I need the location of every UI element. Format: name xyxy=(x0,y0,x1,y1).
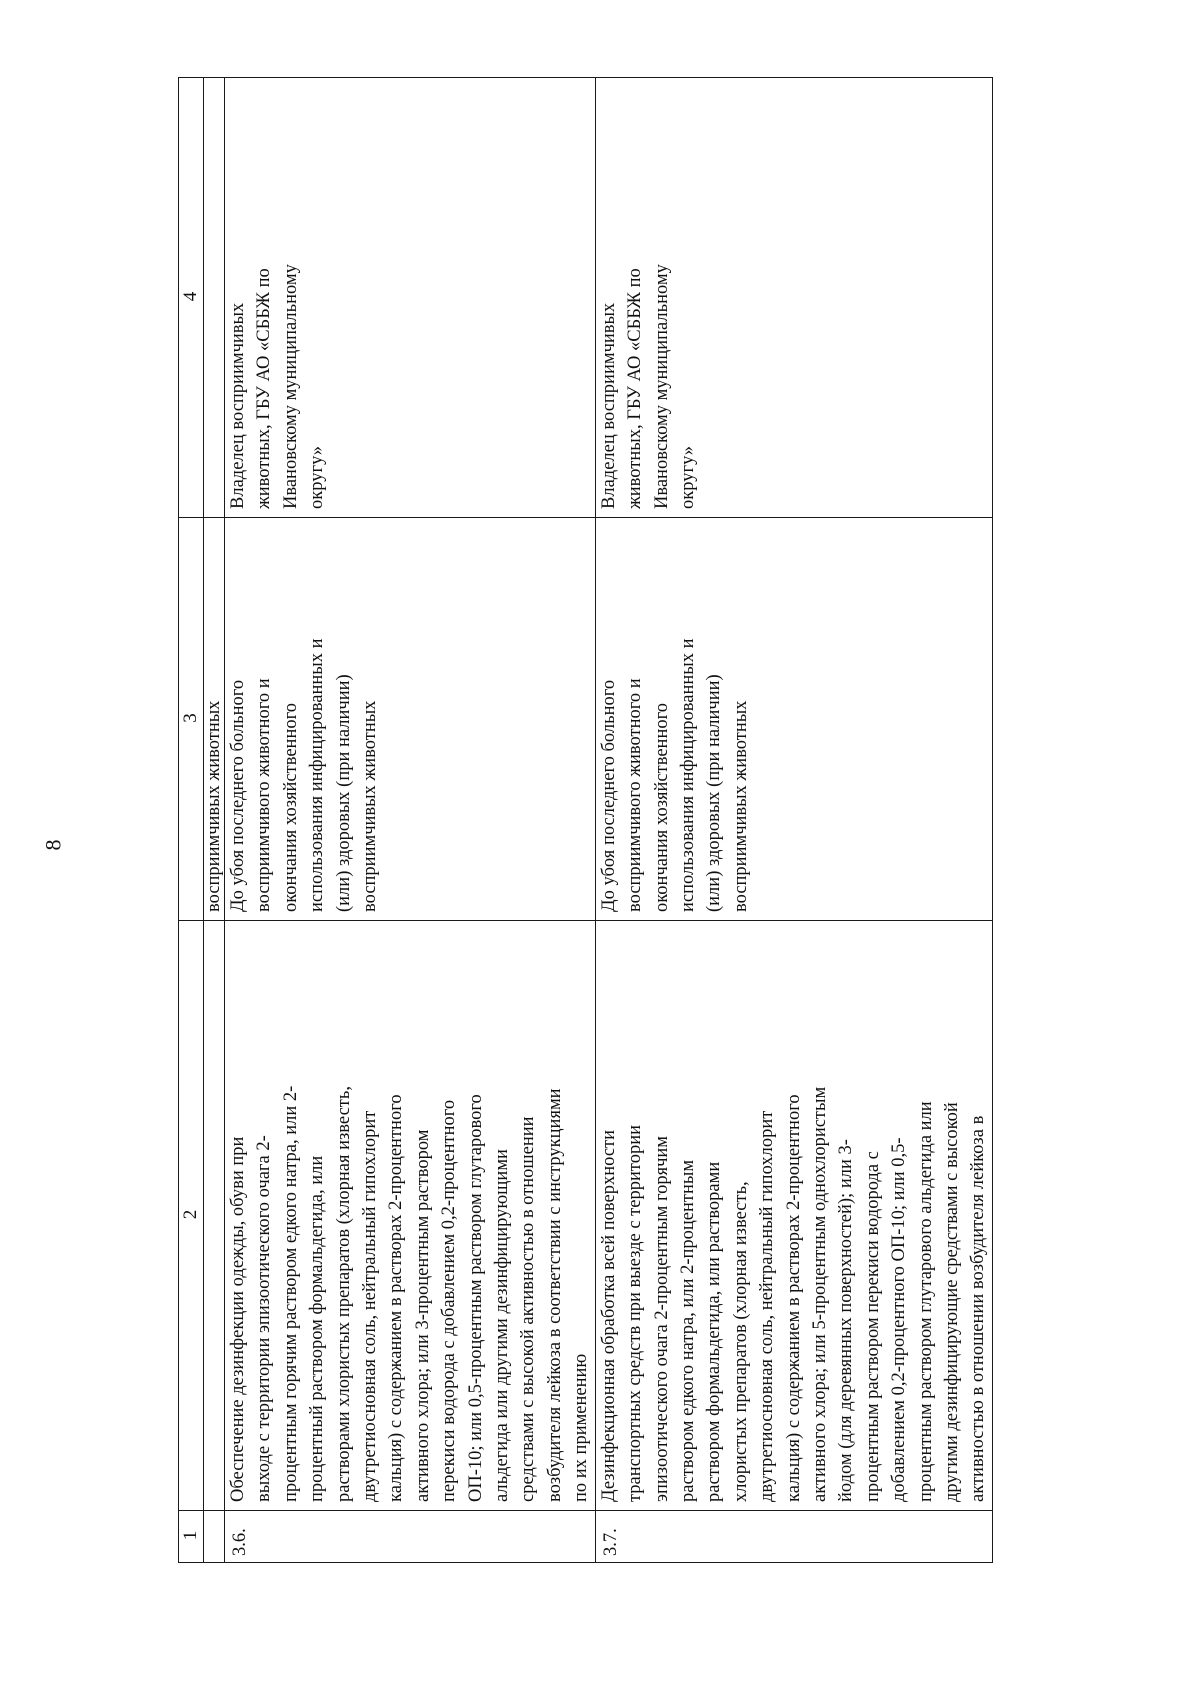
row-deadline: До убоя последнего больного восприимчивого животного и окончания хозяйственного использования инфицированных и (или) здоровых (при наличии) восприимчивых животных xyxy=(595,518,992,921)
continuation-cell-1 xyxy=(204,1511,225,1563)
rotated-landscape-page xyxy=(178,78,1088,1563)
row-number: 3.6. xyxy=(225,1511,596,1563)
row-action: Дезинфекционная обработка всей поверхности транспортных средств при выезде с территории эпизоотического очага 2-процентным горячим раствором едкого натра, или 2-процентным раствором формальдегида, или растворами хлористых препаратов (хлорная известь, двутретиосновная соль, нейтральный гипохлорит кальция) с содержанием в растворах 2-процентного активного хлора; или 5-процентным однохлористым йодом (для деревянных поверхностей); или 3- процентным раствором перекиси водорода с добавлением 0,2-процентного ОП-10; или 0,5- процентным раствором глутарового альдегида или другими дезинфицирующие средствами с высокой активностью в отношении возбудителя лейкоза в xyxy=(595,921,992,1511)
page-number: 8 xyxy=(40,839,66,851)
table-row xyxy=(225,78,596,1563)
continuation-cell-4 xyxy=(204,78,225,518)
column-number-2: 2 xyxy=(179,921,204,1511)
measures-table xyxy=(178,77,993,1563)
row-responsible: Владелец восприимчивых животных, ГБУ АО «СББЖ по Ивановскому муниципальному округу» xyxy=(595,78,992,518)
row-deadline: До убоя последнего больного восприимчивого животного и окончания хозяйственного использования инфицированных и (или) здоровых (при наличии) восприимчивых животных xyxy=(225,518,596,921)
column-number-3: 3 xyxy=(179,518,204,921)
row-responsible: Владелец восприимчивых животных, ГБУ АО «СББЖ по Ивановскому муниципальному округу» xyxy=(225,78,596,518)
table-row xyxy=(595,78,992,1563)
column-number-1: 1 xyxy=(179,1511,204,1563)
continuation-row xyxy=(204,78,225,1563)
column-number-row xyxy=(179,78,204,1563)
row-action: Обеспечение дезинфекции одежды, обуви при выходе с территории эпизоотического очага 2- процентным горячим раствором едкого натра, или 2- процентный раствором формальдегида, или растворами хлористых препаратов (хлорная известь, двутретиосновная соль, нейтральный гипохлорит кальция) с содержанием в растворах 2-процентного активного хлора; или 3-процентным раствором перекиси водорода с добавлением 0,2-процентного ОП-10; или 0,5-процентным раствором глутарового альдегида или другими дезинфицирующими средствами с высокой активностью в отношении возбудителя лейкоза в соответствии с инструкциями по их применению xyxy=(225,921,596,1511)
continuation-cell-2 xyxy=(204,921,225,1511)
column-number-4: 4 xyxy=(179,78,204,518)
continuation-subheading: восприимчивых животных xyxy=(204,518,225,921)
row-number: 3.7. xyxy=(595,1511,992,1563)
